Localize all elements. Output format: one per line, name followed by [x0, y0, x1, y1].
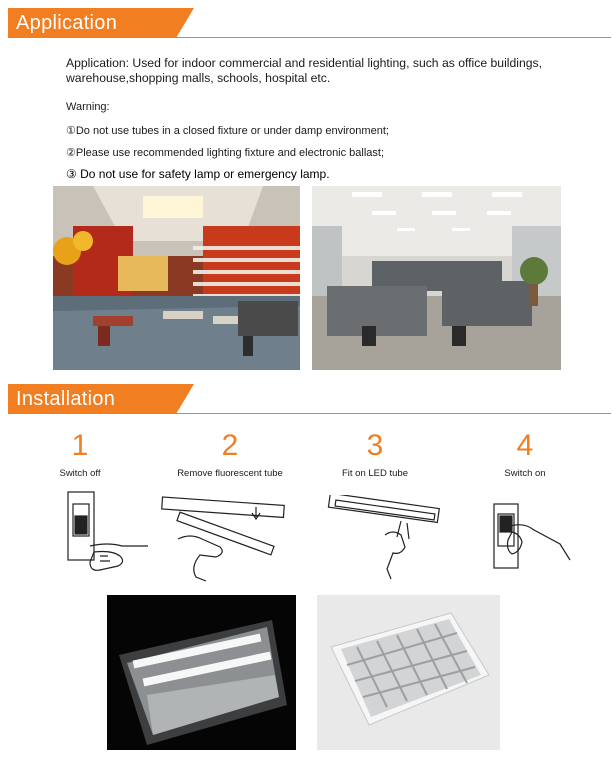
step-switch-off	[10, 428, 150, 479]
step-switch-on	[455, 428, 595, 479]
warning-title: Warning:	[66, 101, 110, 113]
step-label: Fit on LED tube	[341, 468, 408, 479]
switch-off-illustration	[60, 490, 155, 584]
warning-item-2: ②Please use recommended lighting fixture and electronic ballast;	[66, 147, 385, 159]
application-divider	[8, 37, 611, 38]
application-description: Application: Used for indoor commercial and residential lighting, such as office buildings, warehouse,shopping malls, schools, hospital etc.	[66, 56, 543, 85]
step-number: 2	[221, 429, 239, 462]
installation-heading-text: Installation	[16, 388, 116, 410]
fit-led-tube-illustration	[325, 495, 445, 589]
office-photo	[312, 186, 561, 370]
step-label: Remove fluorescent tube	[177, 468, 283, 479]
lit-fixture-photo	[107, 595, 296, 750]
step-fit-led-tube	[305, 428, 445, 479]
step-label: Switch off	[59, 468, 101, 479]
step-label: Switch on	[504, 468, 546, 479]
step-number: 3	[366, 429, 384, 462]
step-number: 1	[71, 429, 89, 462]
restaurant-photo	[53, 186, 300, 370]
application-heading-text: Application	[16, 12, 118, 34]
warning-item-3: ③ Do not use for safety lamp or emergency lamp.	[66, 167, 330, 181]
installation-heading	[8, 384, 176, 414]
grille-fixture-photo	[317, 595, 500, 750]
warning-item-1: ①Do not use tubes in a closed fixture or under damp environment;	[66, 125, 389, 137]
step-remove-tube	[160, 428, 300, 479]
remove-tube-illustration	[160, 495, 290, 589]
switch-on-illustration	[490, 500, 575, 589]
application-heading	[8, 8, 176, 38]
step-number: 4	[516, 429, 534, 462]
installation-divider	[8, 413, 611, 414]
